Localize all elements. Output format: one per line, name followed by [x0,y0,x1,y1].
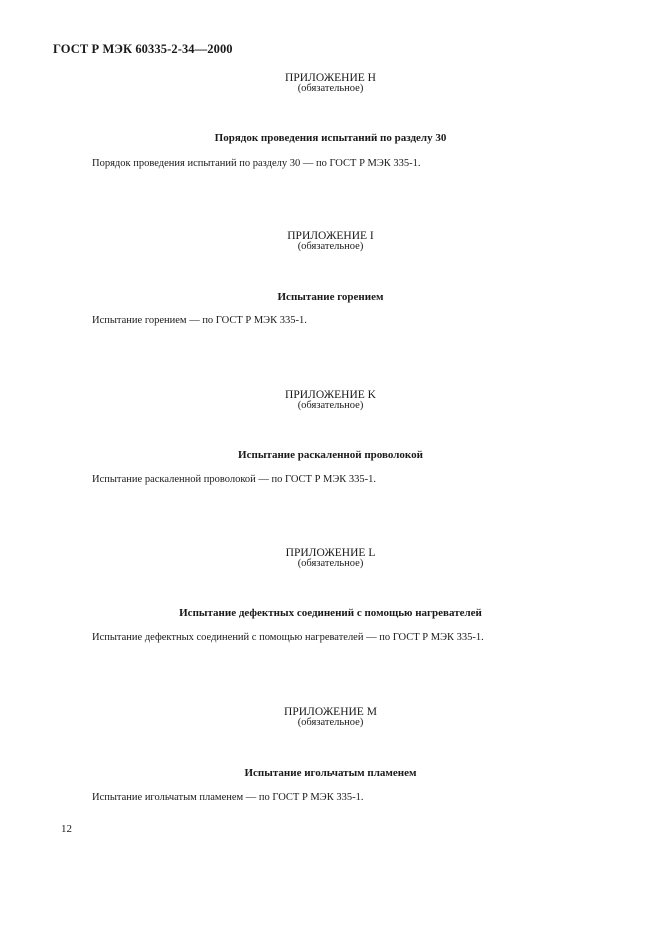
annex-status: (обязательное) [297,400,364,411]
annex-body: Испытание дефектных соединений с помощью нагревателей — по ГОСТ Р МЭК 335-1. [92,632,484,643]
annex-title: ПРИЛОЖЕНИЕ M [284,706,377,718]
annex-title: ПРИЛОЖЕНИЕ H [285,72,376,84]
annex-heading: Испытание игольчатым пламенем [244,767,417,779]
annex-status: (обязательное) [297,717,364,728]
page-number: 12 [61,823,72,835]
annex-status: (обязательное) [297,241,364,252]
annex-body: Испытание раскаленной проволокой — по ГОСТ Р МЭК 335-1. [92,474,377,485]
annex-body: Порядок проведения испытаний по разделу 30 — по ГОСТ Р МЭК 335-1. [92,158,421,169]
annex-heading: Испытание раскаленной проволокой [238,449,423,461]
annex-heading: Порядок проведения испытаний по разделу 30 [214,132,447,144]
annex-title: ПРИЛОЖЕНИЕ L [285,547,376,559]
annex-status: (обязательное) [297,83,364,94]
annex-title: ПРИЛОЖЕНИЕ I [287,230,374,242]
annex-body: Испытание игольчатым пламенем — по ГОСТ Р МЭК 335-1. [92,792,364,803]
annex-heading: Испытание горением [277,291,384,303]
annex-body: Испытание горением — по ГОСТ Р МЭК 335-1. [92,315,307,326]
annex-heading: Испытание дефектных соединений с помощью нагревателей [179,607,482,619]
document-code-header: ГОСТ Р МЭК 60335-2-34—2000 [53,42,233,56]
annex-title: ПРИЛОЖЕНИЕ K [285,389,376,401]
annex-status: (обязательное) [297,558,364,569]
